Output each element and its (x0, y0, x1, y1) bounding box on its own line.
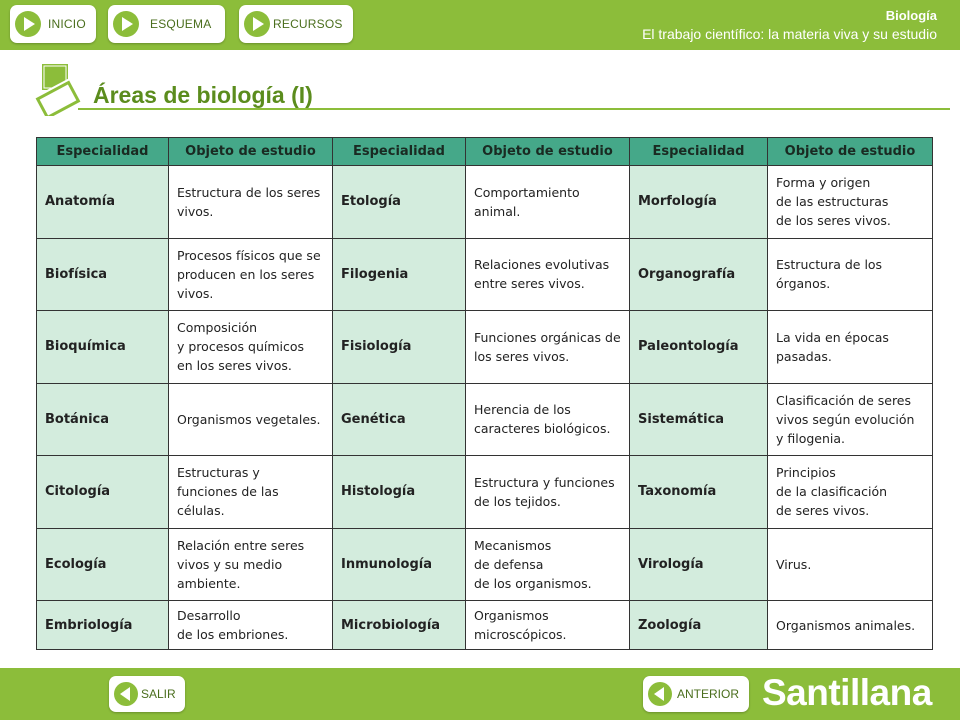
subject-title: Biología (885, 8, 937, 23)
table-row (37, 383, 933, 456)
table-header-row (37, 138, 933, 166)
object-of-study-cell: Estructura de los órganos. (768, 238, 933, 311)
col-header-specialty: Especialidad (630, 138, 768, 166)
back-arrow-icon (114, 682, 138, 706)
esquema-button[interactable] (108, 5, 225, 43)
play-arrow-icon (244, 11, 270, 37)
specialty-cell: Histología (333, 456, 466, 529)
table-row (37, 166, 933, 239)
salir-button[interactable] (109, 676, 185, 712)
object-of-study-cell: Organismos animales. (768, 601, 933, 650)
specialty-cell: Microbiología (333, 601, 466, 650)
page-title: Áreas de biología (I) (93, 82, 313, 108)
table-body (37, 166, 933, 650)
object-of-study-cell: Organismos microscópicos. (466, 601, 630, 650)
col-header-object: Objeto de estudio (768, 138, 933, 166)
notebook-icon (33, 60, 83, 116)
col-header-specialty: Especialidad (333, 138, 466, 166)
inicio-button[interactable] (10, 5, 96, 43)
object-of-study-cell: Clasificación de seres vivos según evolución y filogenia. (768, 383, 933, 456)
object-of-study-cell: Organismos vegetales. (169, 383, 333, 456)
object-of-study-cell: Relaciones evolutivas entre seres vivos. (466, 238, 630, 311)
table-row (37, 311, 933, 384)
object-of-study-cell: Mecanismos de defensa de los organismos. (466, 528, 630, 601)
object-of-study-cell: Desarrollo de los embriones. (169, 601, 333, 650)
santillana-logo: Santillana (762, 672, 932, 713)
topic-subtitle: El trabajo científico: la materia viva y su estudio (642, 26, 937, 42)
specialty-cell: Organografía (630, 238, 768, 311)
anterior-button[interactable] (643, 676, 749, 712)
specialty-cell: Citología (37, 456, 169, 529)
specialty-cell: Sistemática (630, 383, 768, 456)
specialty-cell: Zoología (630, 601, 768, 650)
object-of-study-cell: Comportamiento animal. (466, 166, 630, 239)
object-of-study-cell: Estructura y funciones de los tejidos. (466, 456, 630, 529)
top-bar (0, 0, 960, 50)
specialty-cell: Bioquímica (37, 311, 169, 384)
back-arrow-icon (648, 682, 672, 706)
object-of-study-cell: Virus. (768, 528, 933, 601)
specialty-cell: Inmunología (333, 528, 466, 601)
col-header-specialty: Especialidad (37, 138, 169, 166)
object-of-study-cell: La vida en épocas pasadas. (768, 311, 933, 384)
specialty-cell: Anatomía (37, 166, 169, 239)
esquema-label: ESQUEMA (150, 17, 212, 31)
specialty-cell: Filogenia (333, 238, 466, 311)
specialty-cell: Paleontología (630, 311, 768, 384)
table-row (37, 238, 933, 311)
table-row (37, 528, 933, 601)
object-of-study-cell: Estructuras y funciones de las células. (169, 456, 333, 529)
recursos-button[interactable] (239, 5, 353, 43)
col-header-object: Objeto de estudio (466, 138, 630, 166)
specialty-cell: Fisiología (333, 311, 466, 384)
col-header-object: Objeto de estudio (169, 138, 333, 166)
specialty-cell: Taxonomía (630, 456, 768, 529)
object-of-study-cell: Composición y procesos químicos en los seres vivos. (169, 311, 333, 384)
object-of-study-cell: Principios de la clasificación de seres vivos. (768, 456, 933, 529)
play-arrow-icon (15, 11, 41, 37)
table-row (37, 456, 933, 529)
play-arrow-icon (113, 11, 139, 37)
specialty-cell: Morfología (630, 166, 768, 239)
inicio-label: INICIO (48, 17, 86, 31)
title-divider (78, 108, 950, 110)
specialty-cell: Embriología (37, 601, 169, 650)
object-of-study-cell: Relación entre seres vivos y su medio ambiente. (169, 528, 333, 601)
specialty-cell: Etología (333, 166, 466, 239)
anterior-label: ANTERIOR (677, 687, 740, 701)
specialty-cell: Virología (630, 528, 768, 601)
recursos-label: RECURSOS (273, 17, 343, 31)
salir-label: SALIR (141, 687, 176, 701)
specialty-cell: Biofísica (37, 238, 169, 311)
object-of-study-cell: Herencia de los caracteres biológicos. (466, 383, 630, 456)
specialty-cell: Ecología (37, 528, 169, 601)
object-of-study-cell: Funciones orgánicas de los seres vivos. (466, 311, 630, 384)
object-of-study-cell: Estructura de los seres vivos. (169, 166, 333, 239)
object-of-study-cell: Procesos físicos que se producen en los seres vivos. (169, 238, 333, 311)
biology-areas-table (36, 137, 933, 650)
specialty-cell: Genética (333, 383, 466, 456)
table-row (37, 601, 933, 650)
object-of-study-cell: Forma y origen de las estructuras de los seres vivos. (768, 166, 933, 239)
specialty-cell: Botánica (37, 383, 169, 456)
